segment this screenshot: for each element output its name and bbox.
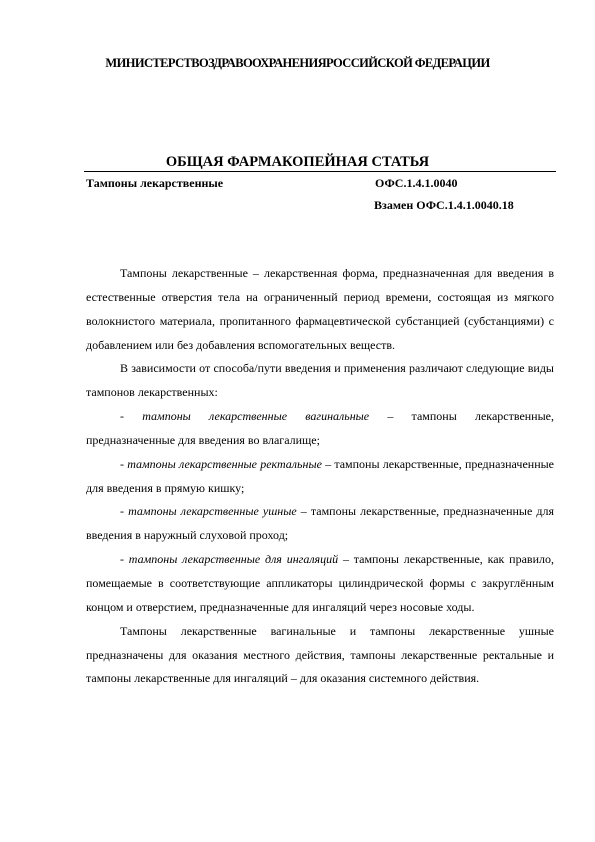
item-dash: - [120,504,129,519]
title-underline [84,171,556,172]
article-code: ОФС.1.4.1.0040 [375,176,458,190]
item-dash: - [120,552,129,567]
replaces-code: Взамен ОФС.1.4.1.0040.18 [374,198,514,212]
item-dash: - [120,409,143,424]
ministry-heading: МИНИСТЕРСТВОЗДРАВООХРАНЕНИЯРОССИЙСКОЙ ФЕДЕРАЦИИ [105,56,490,70]
list-item-ear [86,500,554,548]
document-body [86,262,554,691]
item-text: – тампоны лекарственные, предназначенные для введения во влагалище; [86,409,554,447]
list-item-vaginal [86,405,554,453]
list-item-rectal [86,453,554,501]
list-item-inhalation [86,548,554,620]
document-title: ОБЩАЯ ФАРМАКОПЕЙНАЯ СТАТЬЯ [165,154,430,170]
paragraph-types-intro: В зависимости от способа/пути введения и применения различают следующие виды тампонов лекарственных: [86,361,554,400]
paragraph-definition: Тампоны лекарственные – лекарственная форма, предназначенная для введения в естественные отверстия тела на ограниченный период времени, состоящая из мягкого волокнистого материала, пропитанного фармацевтической субстанцией (субстанциями) с добавлением или без добавления вспомогательных веществ. [86,266,554,352]
item-term: тампоны лекарственные ректальные [127,456,322,471]
article-name: Тампоны лекарственные [86,176,224,190]
item-term: тампоны лекарственные вагинальные [142,409,370,424]
item-dash: - [120,456,128,471]
paragraph-action: Тампоны лекарственные вагинальные и тампоны лекарственные ушные предназначены для оказания местного действия, тампоны лекарственные ректальные и тампоны лекарственные для ингаляций – для оказания системного действия. [86,623,554,686]
item-term: тампоны лекарственные ушные [128,504,297,519]
item-term: тампоны лекарственные для ингаляций [128,552,339,567]
item-text: – тампоны лекарственные, предназначенные для введения в наружный слуховой проход; [86,504,554,543]
item-text: – тампоны лекарственные, как правило, помещаемые в соответствующие аппликаторы цилиндрической формы с закруглённым концом и отверстием, предназначенные для ингаляций через носовые ходы. [86,552,555,614]
item-text: – тампоны лекарственные, предназначенные для введения в прямую кишку; [86,456,555,495]
